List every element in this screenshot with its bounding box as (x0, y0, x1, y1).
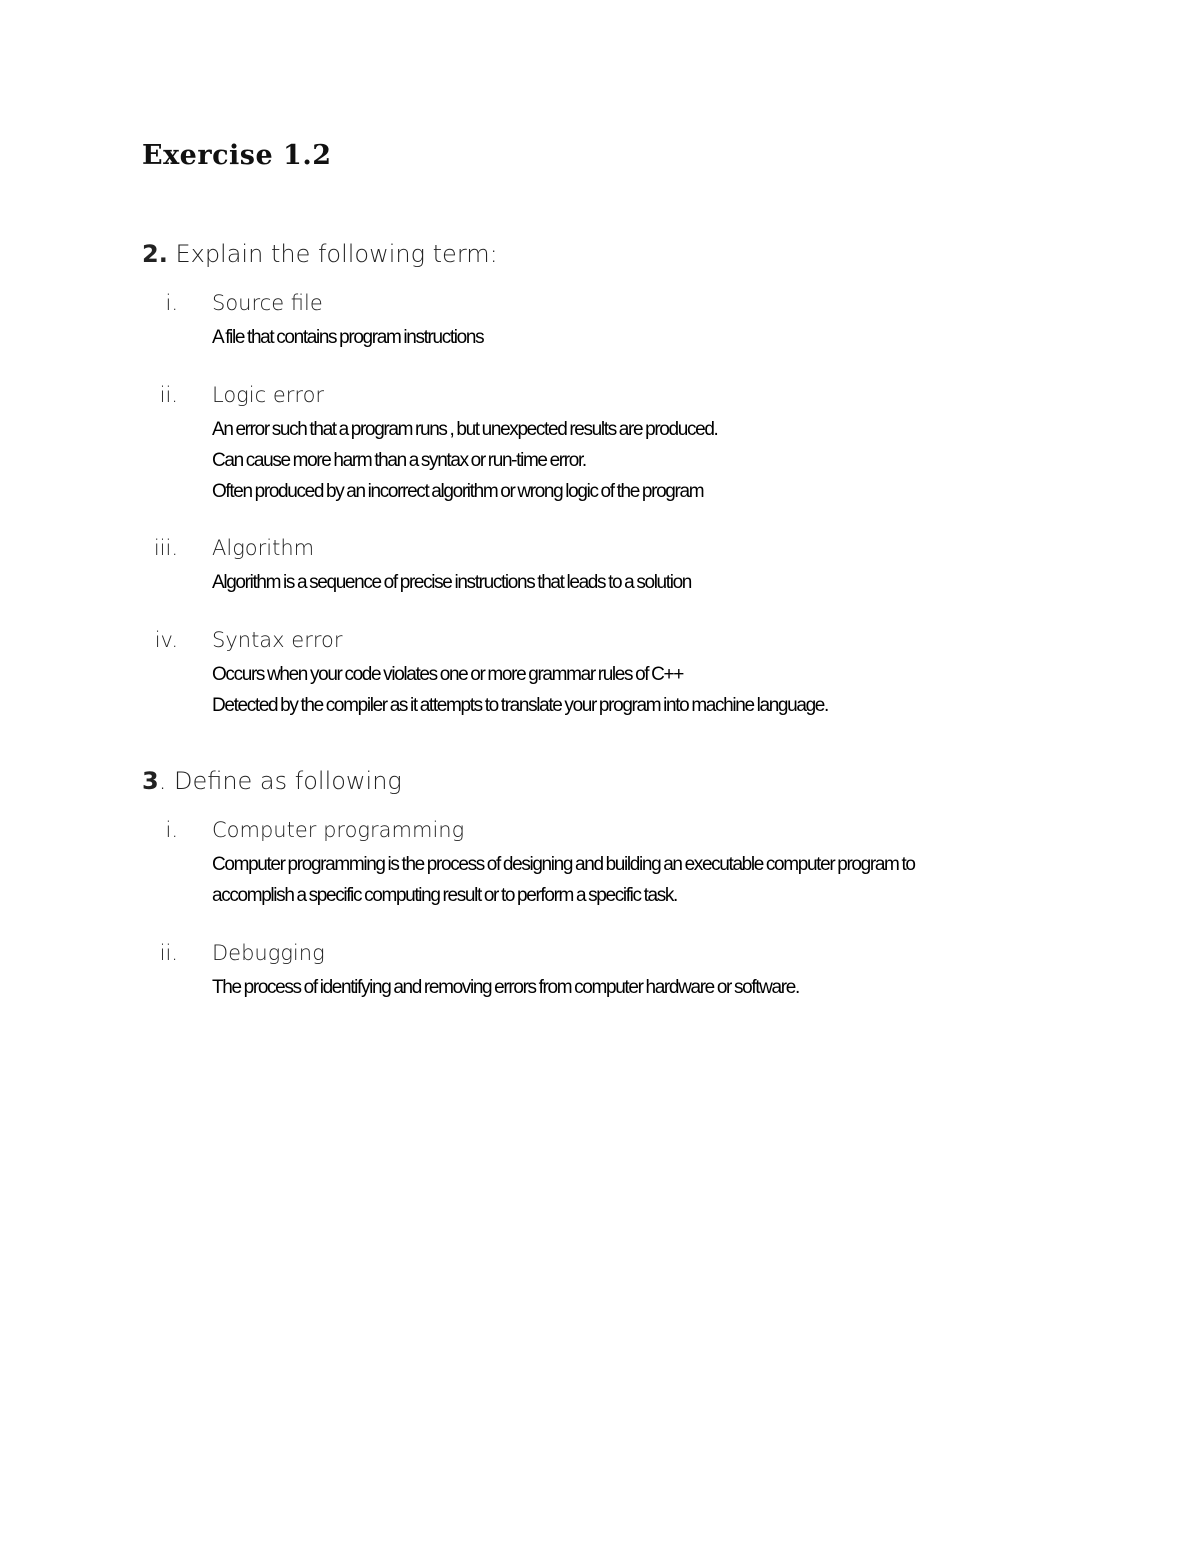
list-numeral: i. (165, 291, 178, 315)
question-prompt: Explain the following term: (167, 240, 498, 268)
question-number: 3 (142, 767, 159, 795)
definition-line: Computer programming is the process of designing and building an executable computer program to (212, 854, 915, 875)
term-label: Syntax error (212, 628, 343, 652)
term-definition (212, 849, 915, 911)
term-label: Logic error (212, 383, 325, 407)
question-2-heading (142, 240, 498, 268)
list-numeral: ii. (159, 941, 178, 965)
page-title: Exercise 1.2 (142, 140, 332, 171)
question-number: 2. (142, 240, 168, 268)
definition-line: A file that contains program instructions (212, 327, 484, 348)
definition-line: Often produced by an incorrect algorithm or wrong logic of the program (212, 481, 704, 502)
definition-line: Can cause more harm than a syntax or run-time error. (212, 450, 586, 471)
question-3-heading (142, 767, 402, 795)
definition-line: The process of identifying and removing errors from computer hardware or software. (212, 977, 799, 998)
definition-line: An error such that a program runs , but unexpected results are produced. (212, 419, 718, 440)
term-label: Computer programming (212, 818, 465, 842)
list-numeral: iii. (153, 536, 178, 560)
question-prompt: . Define as following (158, 767, 402, 795)
term-definition (212, 659, 828, 721)
definition-line: accomplish a specific computing result or to perform a specific task. (212, 885, 677, 906)
term-definition (212, 414, 717, 507)
term-definition (212, 322, 483, 353)
term-label: Algorithm (212, 536, 315, 560)
list-numeral: i. (165, 818, 178, 842)
list-numeral: iv. (154, 628, 178, 652)
definition-line: Occurs when your code violates one or more grammar rules of C++ (212, 664, 684, 685)
term-label: Debugging (212, 941, 325, 965)
list-numeral: ii. (159, 383, 178, 407)
definition-line: Algorithm is a sequence of precise instructions that leads to a solution (212, 572, 692, 593)
term-definition (212, 972, 799, 1003)
term-definition (212, 567, 691, 598)
term-label: Source file (212, 291, 323, 315)
definition-line: Detected by the compiler as it attempts to translate your program into machine language. (212, 695, 828, 716)
